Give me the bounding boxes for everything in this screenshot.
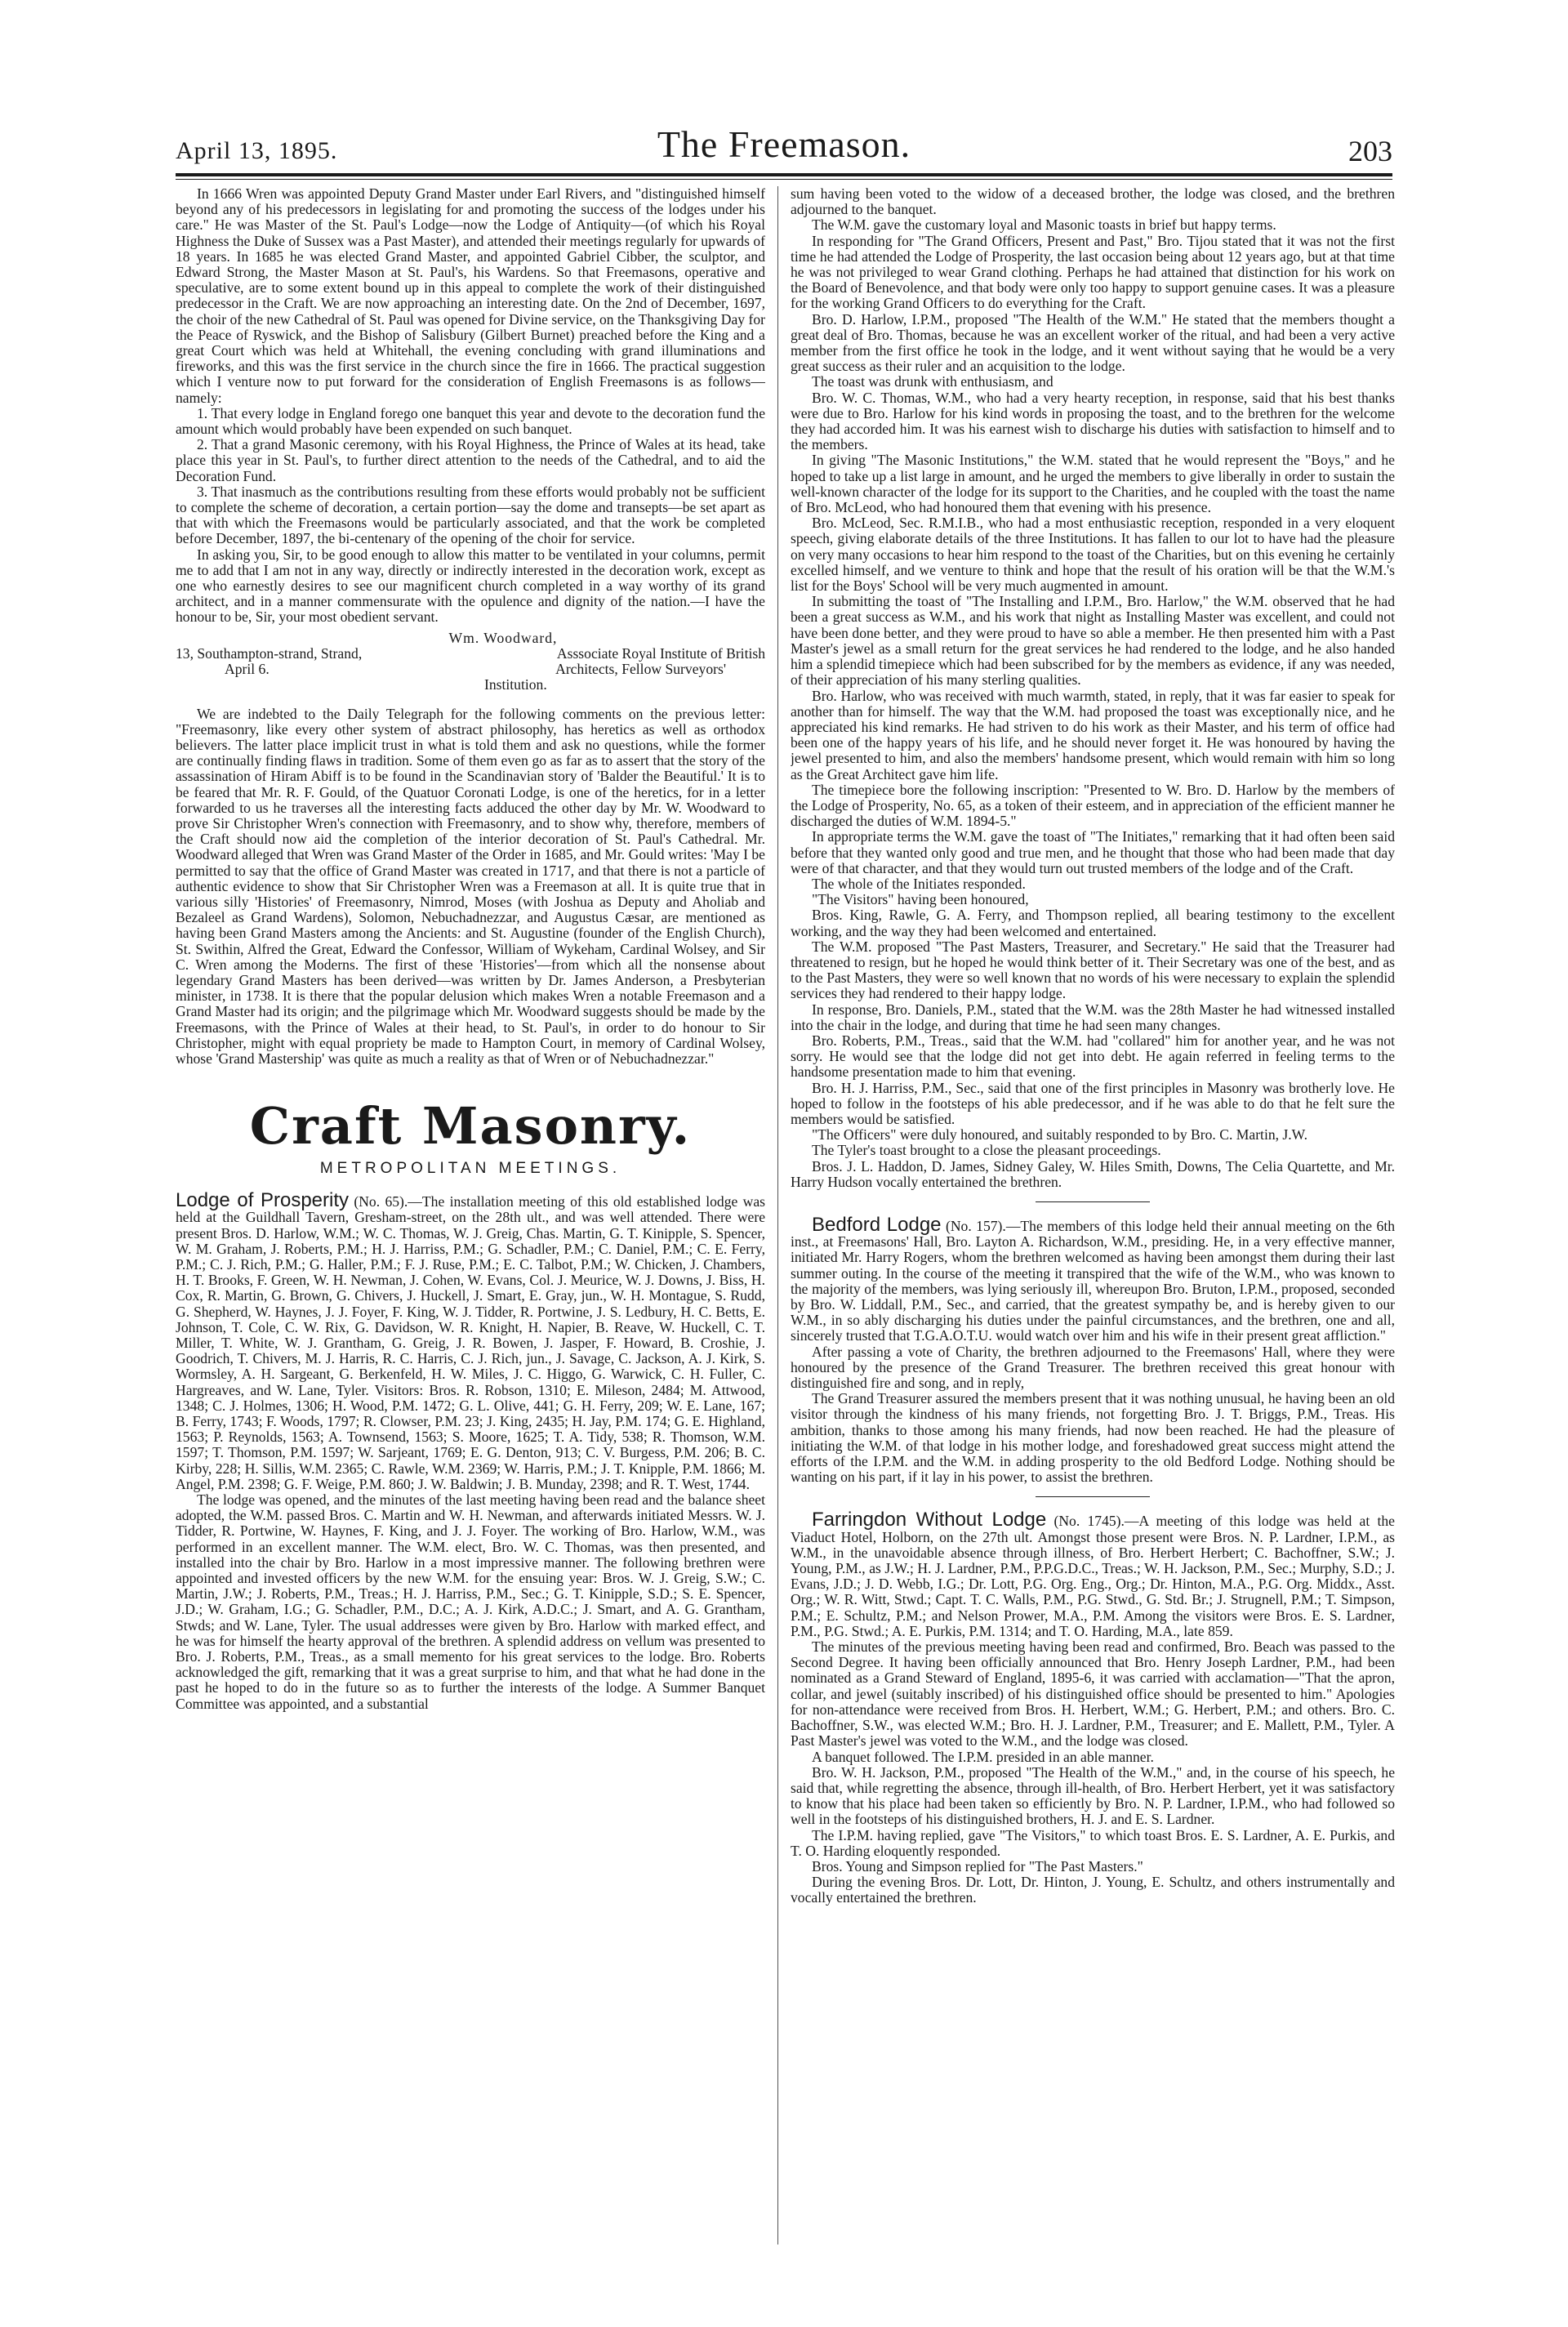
header-rule-thin xyxy=(176,179,1392,180)
signatory-institution: Institution. xyxy=(484,676,547,693)
section-divider xyxy=(1036,1496,1150,1497)
report-paragraph: Bro. Roberts, P.M., Treas., said that the W.M. had "collared" him for another year, and he was not sorry. He would see that the lodge did not get into debt. He again referred in feeling terms to the handsome presentation made to him that evening. xyxy=(791,1032,1395,1081)
report-paragraph: "The Officers" were duly honoured, and suitably responded to by Bro. C. Martin, J.W. xyxy=(812,1126,1308,1143)
suggestion-item: 2. That a grand Masonic ceremony, with his Royal Highness, the Prince of Wales at its head, take place this year in St. Paul's, to further direct attention to the needs of the Cathedral, and to aid the Decoration Fund. xyxy=(176,436,765,484)
report-paragraph: In appropriate terms the W.M. gave the toast of "The Initiates," remarking that it had often been said before that they wanted only good and true men, and he thought that those who had been made that day were of that character, and that they would turn out trusted members of the lodge and of the Craft. xyxy=(791,828,1395,876)
telegraph-paragraph: We are indebted to the Daily Telegraph for the following comments on the previous letter: "Freemasonry, like every other system of abstract philosophy, has heretics as well as orthodox believers. The latter place implicit trust in what is told them and ask no questions, while the former are continually finding flaws in tradition. Some of them even go as far as to assert that the story of the assassination of Hiram Abiff is to be found in the Scandinavian story of 'Balder the Beautiful.' It is to be feared that Mr. R. F. Gould, of the Quatuor Coronati Lodge, is one of the heretics, for in a letter forwarded to us he traverses all the interesting facts adduced the other day by Mr. W. Woodward to prove Sir Christopher Wren's connection with Freemasonry, and to show why, therefore, members of the Craft should now aid the completion of the interior decoration of St. Paul's Cathedral. Mr. Woodward alleged that Wren was Grand Master of the Order in 1685, and Mr. Gould writes: 'May I be permitted to say that the office of Grand Master was created in 1717, and that there is not a particle of authentic evidence to show that Sir Christopher Wren was a Freemason at all. It is quite true that in various silly 'Histories' of Freemasonry, Nimrod, Moses (with Joshua as Deputy and Aholiab and Bezaleel as Grand Wardens), Solomon, Nebuchadnezzar, and Augustus Cæsar, are mentioned as having been Grand Masters among the Ancients: and St. Augustine (founder of the English Church), St. Swithin, Alfred the Great, Edward the Confessor, William of Wykeham, Cardinal Wolsey, and Sir C. Wren among the Moderns. The first of these 'Histories'—from which all the nonsense about legendary Grand Masters has been derived—was written by Dr. James Anderson, a Presbyterian minister, in 1738. It is there that the popular delusion which makes Wren a notable Freemason and a Grand Master had its origin; and the pilgrimage which Mr. Woodward suggests should be made by the Freemasons, with the Prince of Wales at their head, to St. Paul's, in order to do honour to Sir Christopher, might with equal propriety be made to Hampton Court, in memory of Cardinal Wolsey, whose 'Grand Mastership' was quite as much a reality as that of Wren or of Nebuchadnezzar." xyxy=(176,705,765,1067)
report-paragraph: Bro. W. C. Thomas, W.M., who had a very hearty reception, in response, said that his best thanks were due to Bro. Harlow for his kind words in proposing the toast, and to the brethren for the welcome they had accorded him. It was his earnest wish to discharge his duties with satisfaction to himself and to the members. xyxy=(791,389,1395,453)
column-divider xyxy=(777,186,778,2245)
lodge-heading: Farringdon Without Lodge xyxy=(812,1509,1047,1531)
report-paragraph: Bro. H. J. Harriss, P.M., Sec., said that one of the first principles in Masonry was brotherly love. He hoped to follow in the footsteps of his able predecessor, and if he was able to do that he felt sure the members would be satisfied. xyxy=(791,1079,1395,1127)
wren-paragraph: In 1666 Wren was appointed Deputy Grand Master under Earl Rivers, and "distinguished himself beyond any of his predecessors in legislating for and promoting the success of the lodges under his care." He was Master of the St. Paul's Lodge—now the Lodge of Antiquity—(of which his Royal Highness the Duke of Sussex was a Past Master), and attended their meetings regularly for upwards of 18 years. In 1685 he was elected Grand Master, and appointed Gabriel Cibber, the sculptor, and Edward Strong, the Master Mason at St. Paul's, his Wardens. So that Freemasons, operative and speculative, are to some extent bound up in this appeal to complete the work of their distinguished predecessor in the Craft. We are now approaching an interesting date. On the 2nd of December, 1697, the choir of the new Cathedral of St. Paul was opened for Divine service, on the Thanksgiving Day for the Peace of Ryswick, and the Bishop of Salisbury (Gilbert Burnet) preached before the King and a great Court which was held at Whitehall, the evening concluding with grand illuminations and fireworks, and this was the first service in the church since the fire in 1666. The practical suggestion which I venture now to put forward for the consideration of English Freemasons is as follows—namely: xyxy=(176,186,765,406)
letter-date: April 6. xyxy=(225,661,270,678)
lodge-heading: Bedford Lodge xyxy=(812,1214,942,1236)
report-text: (No. 157).—The members of this lodge held their annual meeting on the 6th inst., at Freemasons' Hall, Bro. Layton A. Richardson, W.M., presiding. He, in a very effective manner, initiated Mr. Harry Rogers, whom the brethren welcomed as having been amongst them during their last summer outing. In the course of the meeting it transpired that the wife of the W.M., who was known to the majority of the members, was lying seriously ill, whereupon Bro. Bruton, I.P.M., proposed, seconded by Bro. W. Liddall, P.M., Sec., and carried, that the greatest sympathy be, and is hereby given to our W.M., in so ably discharging his duties under the painful circumstances, and the brethren, one and all, sincerely trusted that T.G.A.O.T.U. would watch over him and his wife in their present great affliction." xyxy=(791,1218,1395,1344)
report-paragraph: sum having been voted to the widow of a deceased brother, the lodge was closed, and the brethren adjourned to the banquet. xyxy=(791,186,1395,218)
report-paragraph: Bro. McLeod, Sec. R.M.I.B., who had a most enthusiastic reception, responded in a very eloquent speech, giving elaborate details of the three Institutions. It has fallen to our lot to have had the pleasure on very many occasions to hear him respond to the toast of the Charities, but on this evening he certainly excelled himself, and we venture to think and hope that the result of his oration will be that the W.M.'s list for the Boys' School will be very much augmented in amount. xyxy=(791,515,1395,595)
page-number: 203 xyxy=(1348,135,1392,167)
report-paragraph: In submitting the toast of "The Installing and I.P.M., Bro. Harlow," the W.M. observed that he had been a great success as W.M., and his work that night as Installing Master was excellent, and could not have been done better, and they were proud to have so able a member. He then presented him with a Past Master's jewel as a small return for the great services he had rendered to the lodge, and he also handed him a splendid timepiece which had been subscribed for by the members as evidence, if any was needed, of their appreciation of his many sterling qualities. xyxy=(791,593,1395,689)
page-header xyxy=(176,123,1392,172)
letter-signature xyxy=(176,631,765,693)
signatory-name: Wm. Woodward, xyxy=(448,629,558,646)
report-paragraph: Bros. King, Rawle, G. A. Ferry, and Thompson replied, all bearing testimony to the excellent working, and the way they had been welcomed and entertained. xyxy=(791,907,1395,939)
report-paragraph: The Grand Treasurer assured the members present that it was nothing unusual, he having been an old visitor through the kindness of his many friends, not forgetting Bro. J. T. Briggs, P.M., Treas. His ambition, thanks to those among his many friends, had now been reached. He had the pleasure of initiating the W.M. of that lodge in his mother lodge, and foreshadowed great success might attend the efforts of the I.P.M. and the W.M. in adding prosperity to the old Bedford Lodge. Nothing should be wanting on his part, if it lay in his power, to assist the brethren. xyxy=(791,1390,1395,1486)
signatory-address: 13, Southampton-strand, Strand, xyxy=(176,644,363,662)
report-paragraph: The whole of the Initiates responded. xyxy=(812,875,1026,892)
suggestion-item: 1. That every lodge in England forego one banquet this year and devote to the decoration fund the amount which would probably have been expended on such banquet. xyxy=(176,404,765,438)
masthead-title: The Freemason. xyxy=(657,123,911,165)
report-paragraph: The toast was drunk with enthusiasm, and xyxy=(812,373,1054,390)
report-paragraph: During the evening Bros. Dr. Lott, Dr. Hinton, J. Young, E. Schultz, and others instrumentally and vocally entertained the brethren. xyxy=(791,1874,1395,1906)
report-paragraph: The timepiece bore the following inscription: "Presented to W. Bro. D. Harlow by the members of the Lodge of Prosperity, No. 65, as a token of their esteem, and in appreciation of the efficient manner he discharged the duties of W.M. 1894-5." xyxy=(791,781,1395,830)
report-paragraph: The W.M. proposed "The Past Masters, Treasurer, and Secretary." He said that the Treasurer had threatened to resign, but he hoped he would think better of it. Their Secretary was one of the best, and as to the Past Masters, they were so well known that no words of his were necessary to explain the splendid services they had rendered to their happy lodge. xyxy=(791,938,1395,1002)
report-text: (No. 1745).—A meeting of this lodge was held at the Viaduct Hotel, Holborn, on the 27th ult. Amongst those present were Bros. N. P. Lardner, I.P.M., as W.M., in the unavoidable absence through illness, of Bro. Herbert Herbert; C. Bachoffner, S.W.; J. Young, P.M., as J.W.; H. J. Lardner, P.M., P.P.G.D.C., Treas.; W. H. Jackson, P.M., Sec.; Murphy, S.D.; J. Evans, J.D.; J. D. Webb, I.G.; Dr. Lott, P.G. Org. Eng., Org.; Dr. Hinton, M.A., P.G. Org. Middx., Asst. Org.; W. R. Witt, Stwd.; Capt. T. C. Walls, P.M., P.G. Stwd., G. Std. Br.; J. Strugnell, P.M.; T. Simpson, P.M.; E. Schultz, P.M.; and Nelson Prower, M.A., P.M. Among the visitors were Bros. E. S. Lardner, P.M., P.G. Stwd.; A. E. Purkis, P.M. 1314; and T. O. Harding, M.A., late 859. xyxy=(791,1513,1395,1639)
lodge-report-farringdon xyxy=(791,1509,1395,1639)
report-paragraph: The minutes of the previous meeting having been read and confirmed, Bro. Beach was passed to the Second Degree. It having been officially announced that Bro. Henry Joseph Lardner, P.M., had been nominated as a Grand Steward of England, 1895-6, it was carried with acclamation—"That the apron, collar, and jewel (suitably inscribed) of his distinguished office should be presented to him." Apologies for non-attendance were received from Bros. H. Herbert, W.M.; G. Herbert, P.M.; and others. Bro. C. Bachoffner, S.W., was elected W.M.; Bro. H. J. Lardner, P.M., Treasurer; and E. Mallett, P.M., Tyler. A Past Master's jewel was voted to the W.M., and the lodge was closed. xyxy=(791,1638,1395,1750)
report-paragraph: Bros. Young and Simpson replied for "The Past Masters." xyxy=(812,1857,1143,1875)
report-paragraph: In giving "The Masonic Institutions," the W.M. stated that he would represent the "Boys," and he hoped to take up a list large in amount, and he urged the members to give liberally in order to sustain the well-known character of the lodge for its support to the Charities, and he coupled with the toast the name of Bro. McLeod, who had honoured them that evening with his presence. xyxy=(791,452,1395,516)
section-divider xyxy=(1036,1201,1150,1202)
report-paragraph: After passing a vote of Charity, the brethren adjourned to the Freemasons' Hall, where they were honoured by the presence of the Grand Treasurer. The brethren received this great honour with distinguished fire and song, and in reply, xyxy=(791,1343,1395,1392)
suggestion-item: 3. That inasmuch as the contributions resulting from these efforts would probably not be sufficient to complete the scheme of decoration, a certain portion—say the dome and transepts—be set apart as that with which the Freemasons would be particularly associated, and that the work be completed before December, 1897, the bi-centenary of the opening of the choir for service. xyxy=(176,483,765,547)
suggestions-list xyxy=(176,406,765,547)
right-column xyxy=(791,186,1395,2253)
header-rule-thick xyxy=(176,173,1392,176)
report-paragraph: The Tyler's toast brought to a close the pleasant proceedings. xyxy=(812,1142,1161,1159)
report-paragraph: The lodge was opened, and the minutes of the last meeting having been read and the balance sheet adopted, the W.M. passed Bros. C. Martin and W. H. Newman, and afterwards initiated Messrs. W. J. Tidder, R. Portwine, W. Haynes, F. King, and J. J. Foyer. The working of Bro. Harlow, W.M., was performed in an excellent manner. The W.M. elect, Bro. W. C. Thomas, was then presented, and installed into the chair by Bro. Harlow in a most impressive manner. The following brethren were appointed and invested officers by the new W.M. for the ensuing year: Bros. W. J. Greig, S.W.; C. Martin, J.W.; J. Roberts, P.M., Treas.; H. J. Harriss, P.M., Sec.; G. T. Kinipple, S.D.; S. E. Spencer, J.D.; W. Graham, I.G.; G. Schadler, P.M., D.C.; A. J. Kirk, A.D.C.; J. Smart, and A. G. Grantham, Stwds; and W. Lane, Tyler. The usual addresses were given by Bro. Harlow with marked effect, and he was for himself the hearty approval of the brethren. A splendid address on vellum was presented to Bro. J. Roberts, P.M., Treas., as a small memento for his great services to the lodge. Bro. Roberts acknowledged the gift, remarking that it was a great surprise to him, and that what he had done in the past he hoped to do in the future so as to further the interests of the lodge. A Summer Banquet Committee was appointed, and a substantial xyxy=(176,1491,765,1712)
report-paragraph: The I.P.M. having replied, gave "The Visitors," to which toast Bros. E. S. Lardner, A. E. Purkis, and T. O. Harding eloquently responded. xyxy=(791,1826,1395,1859)
left-column xyxy=(176,186,765,2228)
report-paragraph: Bros. J. L. Haddon, D. James, Sidney Galey, W. Hiles Smith, Downs, The Celia Quartette, and Mr. Harry Hudson vocally entertained the brethren. xyxy=(791,1157,1395,1190)
report-paragraph: "The Visitors" having been honoured, xyxy=(812,891,1029,908)
report-paragraph: Bro. D. Harlow, I.P.M., proposed "The Health of the W.M." He stated that the members thought a great deal of Bro. Thomas, because he was an excellent worker of the ritual, and had been a very active member from the first office he took in the lodge, and it went without saying that he would be a very great success as their ruler and an acquisition to the lodge. xyxy=(791,310,1395,375)
report-paragraph: The W.M. gave the customary loyal and Masonic toasts in brief but happy terms. xyxy=(812,216,1276,234)
section-title: Craft Masonry. xyxy=(249,1096,692,1157)
report-paragraph: In response, Bro. Daniels, P.M., stated that the W.M. was the 28th Master he had witnessed installed into the chair in the lodge, and during that time he had seen many changes. xyxy=(791,1001,1395,1033)
report-paragraph: Bro. Harlow, who was received with much warmth, stated, in reply, that it was far easier to speak for another than for himself. The way that the W.M. had proposed the toast was exceptionally nice, and he appreciated his kind remarks. He had striven to do his work as their Master, and his term of office had been one of the happy years of his life, and he should never forget it. He was honoured by having the jewel presented to him, and also the members' handsome present, which would remain with him so long as the Great Architect gave him life. xyxy=(791,687,1395,782)
section-subtitle: METROPOLITAN MEETINGS. xyxy=(319,1160,621,1178)
lodge-report-bedford xyxy=(791,1214,1395,1344)
report-paragraph: A banquet followed. The I.P.M. presided in an able manner. xyxy=(812,1748,1154,1765)
report-paragraph: In responding for "The Grand Officers, Present and Past," Bro. Tijou stated that it was not the first time he had attended the Lodge of Prosperity, the last occasion being about 12 years ago, but at that time he was not privileged to wear Grand clothing. Perhaps he had attained that distinction for his work on the Board of Benevolence, and that body were only too happy to support genuine cases. It was a pleasure for the working Grand Officers to do everything for the Craft. xyxy=(791,232,1395,312)
closing-paragraph: In asking you, Sir, to be good enough to allow this matter to be ventilated in your columns, permit me to add that I am not in any way, directly or indirectly interested in the decoration work, except as one who earnestly desires to see our magnificent church completed in a way worthy of its grand architect, and in a manner commensurate with the opulence and dignity of the nation.—I have the honour to be, Sir, your most obedient servant. xyxy=(176,546,765,626)
report-text: (No. 65).—The installation meeting of this old established lodge was held at the Guildhall Tavern, Gresham-street, on the 28th ult., and was well attended. There were present Bros. D. Harlow, W.M.; W. C. Thomas, W. J. Greig, Chas. Martin, G. T. Kinipple, S. Spencer, W. M. Graham, J. Roberts, P.M.; H. J. Harriss, P.M.; G. Schadler, P.M.; C. Daniel, P.M.; C. E. Ferry, P.M.; C. J. Rich, P.M.; G. Haller, P.M.; F. J. Ruse, P.M.; E. C. Talbot, P.M.; W. Chicken, J. Chambers, H. T. Brooks, F. Green, W. H. Newman, J. Cohen, W. Evans, Col. J. Meurice, W. J. Downs, J. Biss, H. Cox, R. Martin, G. Brown, G. Chivers, J. Huckell, J. Smart, E. Gray, jun., W. H. Montague, S. Rudd, G. Shepherd, W. Haynes, J. J. Foyer, F. King, W. J. Tidder, R. Portwine, J. S. Ledbury, H. C. Betts, E. Johnson, T. Cole, C. W. Rix, G. Davidson, W. R. Knight, H. Napier, B. Reave, W. Huckell, C. T. Miller, T. White, W. J. Grantham, G. Greig, J. R. Bowen, J. Jasper, F. Howard, B. Croshie, J. Goodrich, T. Chivers, M. J. Harris, R. C. Harris, C. J. Rich, jun., J. Savage, C. Jackson, A. J. Kirk, S. Wormsley, A. H. Sargeant, G. Berkenfeld, H. W. Miles, J. C. Higgo, G. Warwick, C. H. Fuller, C. Hargreaves, and W. Lane, Tyler. Visitors: Bros. R. Robson, 1310; E. Mileson, 2484; M. Attwood, 1348; C. J. Holmes, 1306; H. Wood, P.M. 1472; G. L. Olive, 441; G. H. Ferry, 209; W. E. Lane, 167; B. Ferry, 1743; F. Woods, 1797; R. Clowser, P.M. 23; J. King, 2435; H. Jay, P.M. 174; G. E. Highland, 1563; P. Reynolds, 1563; A. Townsend, 1563; S. Moore, 1625; T. A. Tidy, 538; R. Thomson, W.M. 1597; T. Thomson, P.M. 1597; W. Sarjeant, 1769; E. G. Denton, 913; C. V. Burgess, P.M. 206; B. C. Kirby, 228; H. Sillis, W.M. 2365; C. Rawle, W.M. 2369; W. Harris, P.M.; J. T. Knipple, P.M. 1866; M. Angel, P.M. 2398; G. F. Weige, P.M. 860; J. W. Baldwin; J. B. Munday, 2398; and R. T. West, 1744. xyxy=(176,1193,765,1492)
lodge-heading: Lodge of Prosperity xyxy=(176,1189,350,1212)
signatory-profession: Architects, Fellow Surveyors' xyxy=(555,661,726,678)
lodge-report-prosperity xyxy=(176,1189,765,1492)
signatory-association: Asssociate Royal Institute of British xyxy=(556,644,765,662)
issue-date: April 13, 1895. xyxy=(176,137,338,164)
report-paragraph: Bro. W. H. Jackson, P.M., proposed "The Health of the W.M.," and, in the course of his speech, he said that, while regretting the absence, through ill-health, of Bro. Herbert Herbert, yet it was satisfactory to know that his place had been taken so efficiently by Bro. N. P. Lardner, I.P.M., who had followed so well in the footsteps of his distinguished brothers, H. J. and E. S. Lardner. xyxy=(791,1763,1395,1828)
